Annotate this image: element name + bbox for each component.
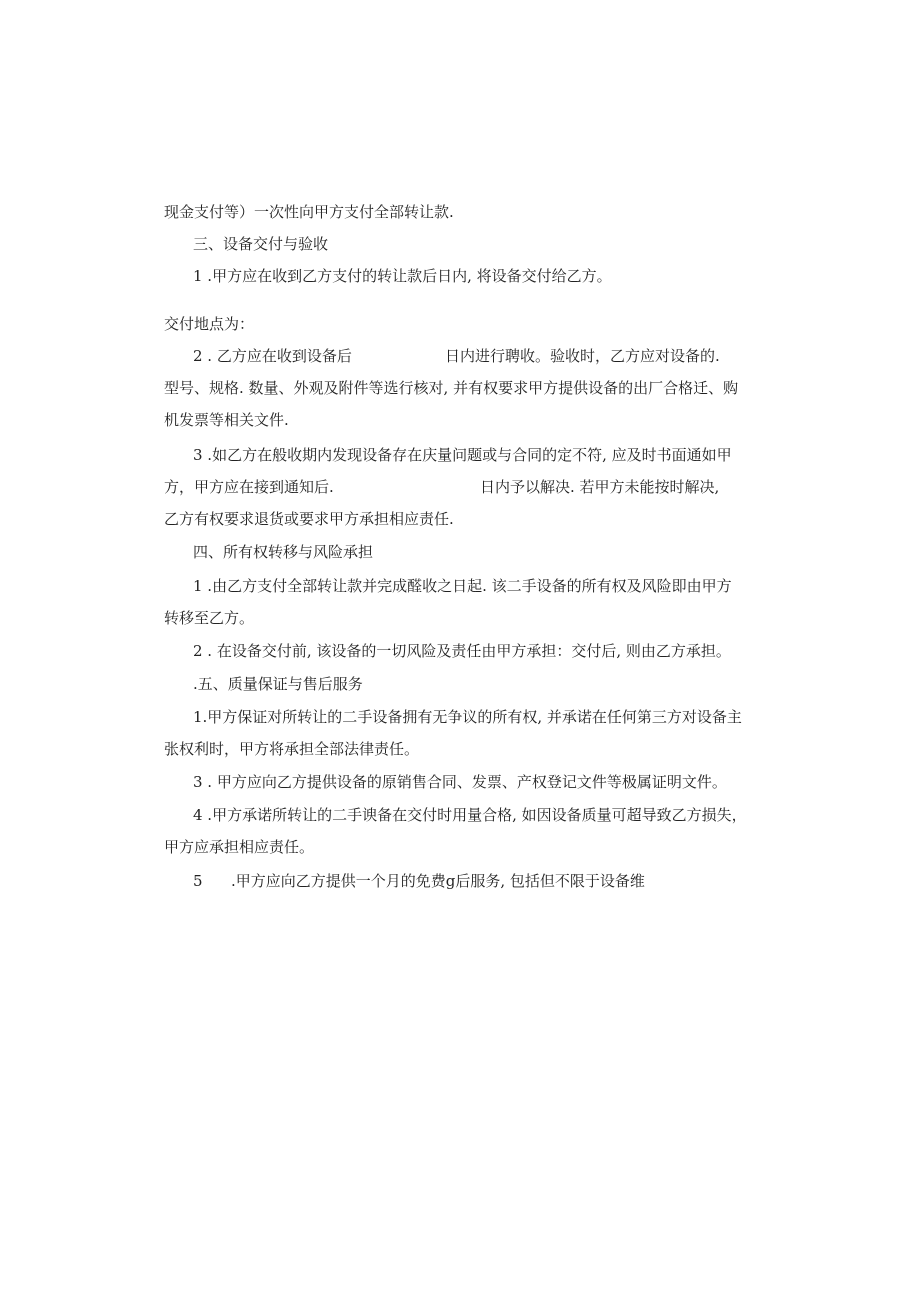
text-line: 型号、规格. 数量、外观及附件等选行核对, 并有权要求甲方提供设备的出厂合格迁、购 (164, 379, 739, 397)
text-line (193, 346, 720, 366)
text-line: 交付地点为： (164, 315, 255, 333)
text-line: 3 . 甲方应向乙方提供设备的原销售合同、发票、产权登记文件等极属证明文件。 (193, 773, 727, 791)
text-line: 机发票等相关文件. (164, 411, 289, 429)
text-line (193, 871, 645, 891)
text-segment: 方，甲方应在接到通知后. (164, 478, 334, 496)
text-line: 1.甲方保证对所转让的二手设备拥有无争议的所有权, 并承诺在任何第三方对设备主 (193, 708, 742, 726)
text-line: 乙方有权要求退货或要求甲方承担相应责任. (164, 510, 454, 528)
text-line: 1 .由乙方支付全部转让款并完成醛收之日起. 该二手设备的所有权及风险即由甲方 (193, 577, 732, 595)
text-line: 现金支付等）一次性向甲方支付全部转让款. (164, 203, 454, 221)
text-line: 3 .如乙方在般收期内发现设备存在庆量问题或与合同的定不符, 应及时书面通如甲 (193, 446, 732, 464)
item-number: 5 (193, 872, 203, 890)
section-heading-3: 三、设备交付与验收 (193, 235, 329, 253)
text-line: 转移至乙方。 (164, 609, 255, 627)
text-segment: 日内予以解决. 若甲方未能按时解决, (480, 478, 720, 496)
text-line: 4 .甲方承诺所转让的二手谀备在交付时用量合格, 如因设备质量可超导致乙方损失， (193, 806, 747, 824)
text-line (164, 477, 720, 497)
section-heading-5: .五、质量保证与售后服务 (193, 675, 363, 693)
text-line: 2 . 在设备交付前, 该设备的一切风险及责任由甲方承担：交付后, 则由乙方承担。 (193, 642, 731, 660)
section-heading-4: 四、所有权转移与风险承担 (193, 543, 374, 561)
text-segment: 日内进行聘收。验收时，乙方应对设备的. (445, 347, 720, 365)
text-line: 张权利时，甲方将承担全部法律责任。 (164, 740, 420, 758)
text-segment: .甲方应向乙方提供一个月的免费g后服务, 包括但不限于设备维 (231, 872, 645, 890)
text-line: 1 .甲方应在收到乙方支付的转让款后日内, 将设备交付给乙方。 (193, 267, 612, 285)
text-line: 甲方应承担相应责任。 (164, 838, 315, 856)
text-segment: 2 . 乙方应在收到设备后 (193, 347, 352, 365)
